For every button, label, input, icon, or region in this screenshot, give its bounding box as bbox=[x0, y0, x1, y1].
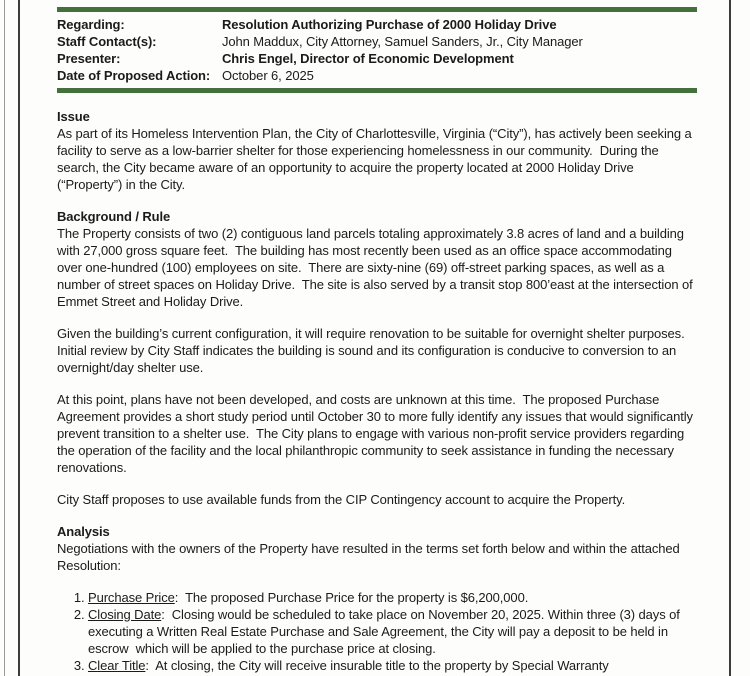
list-item bbox=[88, 657, 697, 674]
header-row bbox=[57, 50, 697, 67]
list-term: Closing Date bbox=[88, 607, 162, 622]
page-border-right bbox=[729, 0, 731, 676]
list-text: : At closing, the City will receive insurable title to the property by Special Warranty bbox=[145, 658, 609, 673]
section-heading: Analysis bbox=[57, 524, 110, 539]
header-rule-top bbox=[57, 7, 697, 12]
header-field-value: John Maddux, City Attorney, Samuel Sanders, Jr., City Manager bbox=[222, 34, 583, 49]
paragraph: City Staff proposes to use available funds from the CIP Contingency account to acquire the Property. bbox=[57, 492, 626, 507]
section-heading: Issue bbox=[57, 109, 90, 124]
header-table bbox=[57, 16, 697, 84]
terms-list bbox=[57, 589, 697, 674]
section-background-rule bbox=[57, 208, 697, 508]
page-border-left-inner bbox=[18, 0, 20, 676]
header-field-label: Date of Proposed Action: bbox=[57, 68, 211, 83]
header-field-value: Resolution Authorizing Purchase of 2000 Holiday Drive bbox=[222, 17, 557, 32]
header-row bbox=[57, 33, 697, 50]
document-body bbox=[57, 108, 697, 674]
section-heading: Background / Rule bbox=[57, 209, 171, 224]
list-item bbox=[88, 606, 697, 657]
header-row bbox=[57, 67, 697, 84]
document-content bbox=[57, 7, 697, 674]
header-field-label: Regarding: bbox=[57, 17, 125, 32]
header-field-label: Presenter: bbox=[57, 51, 121, 66]
page-border-left-outer bbox=[4, 0, 5, 676]
paragraph: At this point, plans have not been developed, and costs are unknown at this time. The proposed Purchase Agreement provides a short study period until October 30 to more fully identify any issues that would significantly prevent transition to a shelter use. The City plans to engage with various non-profit service providers regarding the operation of the facility and the local philanthropic community to seek assistance in funding the necessary renovations. bbox=[57, 392, 697, 475]
header-rule-bottom bbox=[57, 88, 697, 93]
header-row bbox=[57, 16, 697, 33]
paragraph: Given the building’s current configuration, it will require renovation to be suitable for overnight shelter purposes. Initial review by City Staff indicates the building is sound and its configuration is conducive to conversion to an overnight/day shelter use. bbox=[57, 326, 692, 375]
header-field-value: October 6, 2025 bbox=[222, 68, 314, 83]
header-field-label: Staff Contact(s): bbox=[57, 34, 157, 49]
section-analysis bbox=[57, 523, 697, 674]
list-text: : Closing would be scheduled to take place on November 20, 2025. Within three (3) days of executing a Written Real Estate Purchase and Sale Agreement, the City will pay a deposit to be held in escrow which will be applied to the purchase price at closing. bbox=[88, 607, 684, 656]
list-text: : The proposed Purchase Price for the property is $6,200,000. bbox=[174, 590, 529, 605]
list-term: Purchase Price bbox=[88, 590, 175, 605]
header-field-value: Chris Engel, Director of Economic Development bbox=[222, 51, 514, 66]
paragraph: Negotiations with the owners of the Property have resulted in the terms set forth below and within the attached Resolution: bbox=[57, 541, 684, 573]
list-term: Clear Title bbox=[88, 658, 146, 673]
paragraph: As part of its Homeless Intervention Plan, the City of Charlottesville, Virginia (“City”), has actively been seeking a facility to serve as a low-barrier shelter for those experiencing homelessness in our community. During the search, the City became aware of an opportunity to acquire the property located at 2000 Holiday Drive (“Property”) in the City. bbox=[57, 126, 696, 192]
section-issue bbox=[57, 108, 697, 193]
paragraph: The Property consists of two (2) contiguous land parcels totaling approximately 3.8 acres of land and a building with 27,000 gross square feet. The building has most recently been used as an office space accommodating over one-hundred (100) employees on site. There are sixty-nine (69) off-street parking spaces, as well as a number of street spaces on Holiday Drive. The site is also served by a transit stop 800’east at the intersection of Emmet Street and Holiday Drive. bbox=[57, 226, 697, 309]
list-item bbox=[88, 589, 697, 606]
